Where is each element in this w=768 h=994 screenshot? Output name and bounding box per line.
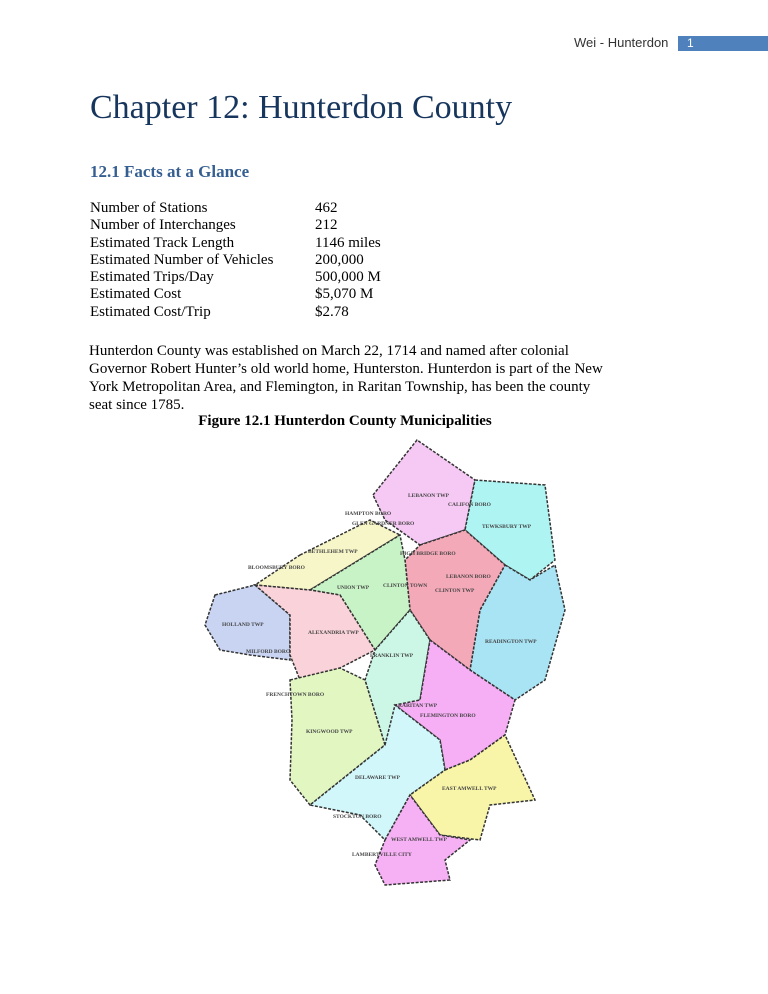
map-label: FRENCHTOWN BORO bbox=[266, 692, 325, 698]
map-label: HAMPTON BORO bbox=[345, 511, 392, 517]
map-label: WEST AMWELL TWP bbox=[391, 837, 448, 843]
map-label: EAST AMWELL TWP bbox=[442, 786, 497, 792]
map-label: TEWKSBURY TWP bbox=[482, 524, 532, 530]
page-number: 1 bbox=[678, 36, 768, 51]
fact-label: Number of Interchanges bbox=[90, 217, 236, 234]
fact-row bbox=[90, 217, 381, 234]
fact-row bbox=[90, 252, 381, 269]
fact-label: Estimated Track Length bbox=[90, 234, 235, 251]
fact-row bbox=[90, 269, 381, 286]
fact-row bbox=[90, 304, 381, 321]
fact-value: 212 bbox=[315, 217, 338, 234]
figure-caption: Figure 12.1 Hunterdon County Municipalities bbox=[198, 413, 492, 429]
map-label: LAMBERTVILLE CITY bbox=[352, 852, 412, 858]
fact-value: 500,000 M bbox=[315, 269, 381, 286]
fact-row bbox=[90, 235, 381, 252]
fact-label: Estimated Number of Vehicles bbox=[90, 251, 274, 268]
fact-row bbox=[90, 200, 381, 217]
facts-table bbox=[90, 200, 381, 321]
intro-paragraph: Hunterdon County was established on March 22, 1714 and named after colonial Governor Robert Hunter’s old world home, Hunterston. Hunterdon is part of the New York Metropolitan Area, and Flemington, in Raritan Township, has been the county seat since 1785. bbox=[89, 343, 603, 413]
fact-row bbox=[90, 286, 381, 303]
map-label: MILFORD BORO bbox=[246, 649, 291, 655]
fact-value: 1146 miles bbox=[315, 234, 381, 251]
map-label: LEBANON TWP bbox=[408, 493, 450, 499]
map-label: CALIFON BORO bbox=[448, 502, 491, 508]
fact-value: 462 bbox=[315, 200, 338, 216]
running-header: Wei - Hunterdon bbox=[574, 35, 669, 50]
fact-label: Estimated Cost bbox=[90, 286, 182, 303]
chapter-title: Chapter 12: Hunterdon County bbox=[90, 89, 513, 126]
map-label: RARITAN TWP bbox=[398, 703, 438, 709]
map-label: CLINTON TWP bbox=[435, 588, 475, 594]
map-label: READINGTON TWP bbox=[485, 639, 537, 645]
section-heading: 12.1 Facts at a Glance bbox=[90, 162, 250, 181]
map-label: DELAWARE TWP bbox=[355, 775, 400, 781]
map-label: GLEN GARDNER BORO bbox=[352, 521, 415, 527]
map-label: STOCKTON BORO bbox=[333, 814, 382, 820]
fact-label: Estimated Trips/Day bbox=[90, 269, 214, 286]
map-label: FRANKLIN TWP bbox=[370, 653, 414, 659]
fact-label: Number of Stations bbox=[90, 200, 208, 216]
fact-value: 200,000 bbox=[315, 251, 364, 268]
map-label: BLOOMSBURY BORO bbox=[248, 565, 305, 571]
fact-value: $2.78 bbox=[315, 303, 349, 320]
map-label: LEBANON BORO bbox=[446, 574, 491, 580]
map-label: UNION TWP bbox=[337, 585, 370, 591]
map-label: FLEMINGTON BORO bbox=[420, 713, 476, 719]
fact-value: $5,070 M bbox=[315, 286, 374, 303]
map-label: BETHLEHEM TWP bbox=[308, 549, 358, 555]
fact-label: Estimated Cost/Trip bbox=[90, 303, 211, 320]
map-label: ALEXANDRIA TWP bbox=[308, 630, 359, 636]
map-label: KINGWOOD TWP bbox=[306, 729, 353, 735]
map-label: HIGH BRIDGE BORO bbox=[400, 551, 456, 557]
map-label: HOLLAND TWP bbox=[222, 622, 264, 628]
county-map bbox=[200, 434, 570, 890]
map-label: CLINTON TOWN bbox=[383, 583, 428, 589]
